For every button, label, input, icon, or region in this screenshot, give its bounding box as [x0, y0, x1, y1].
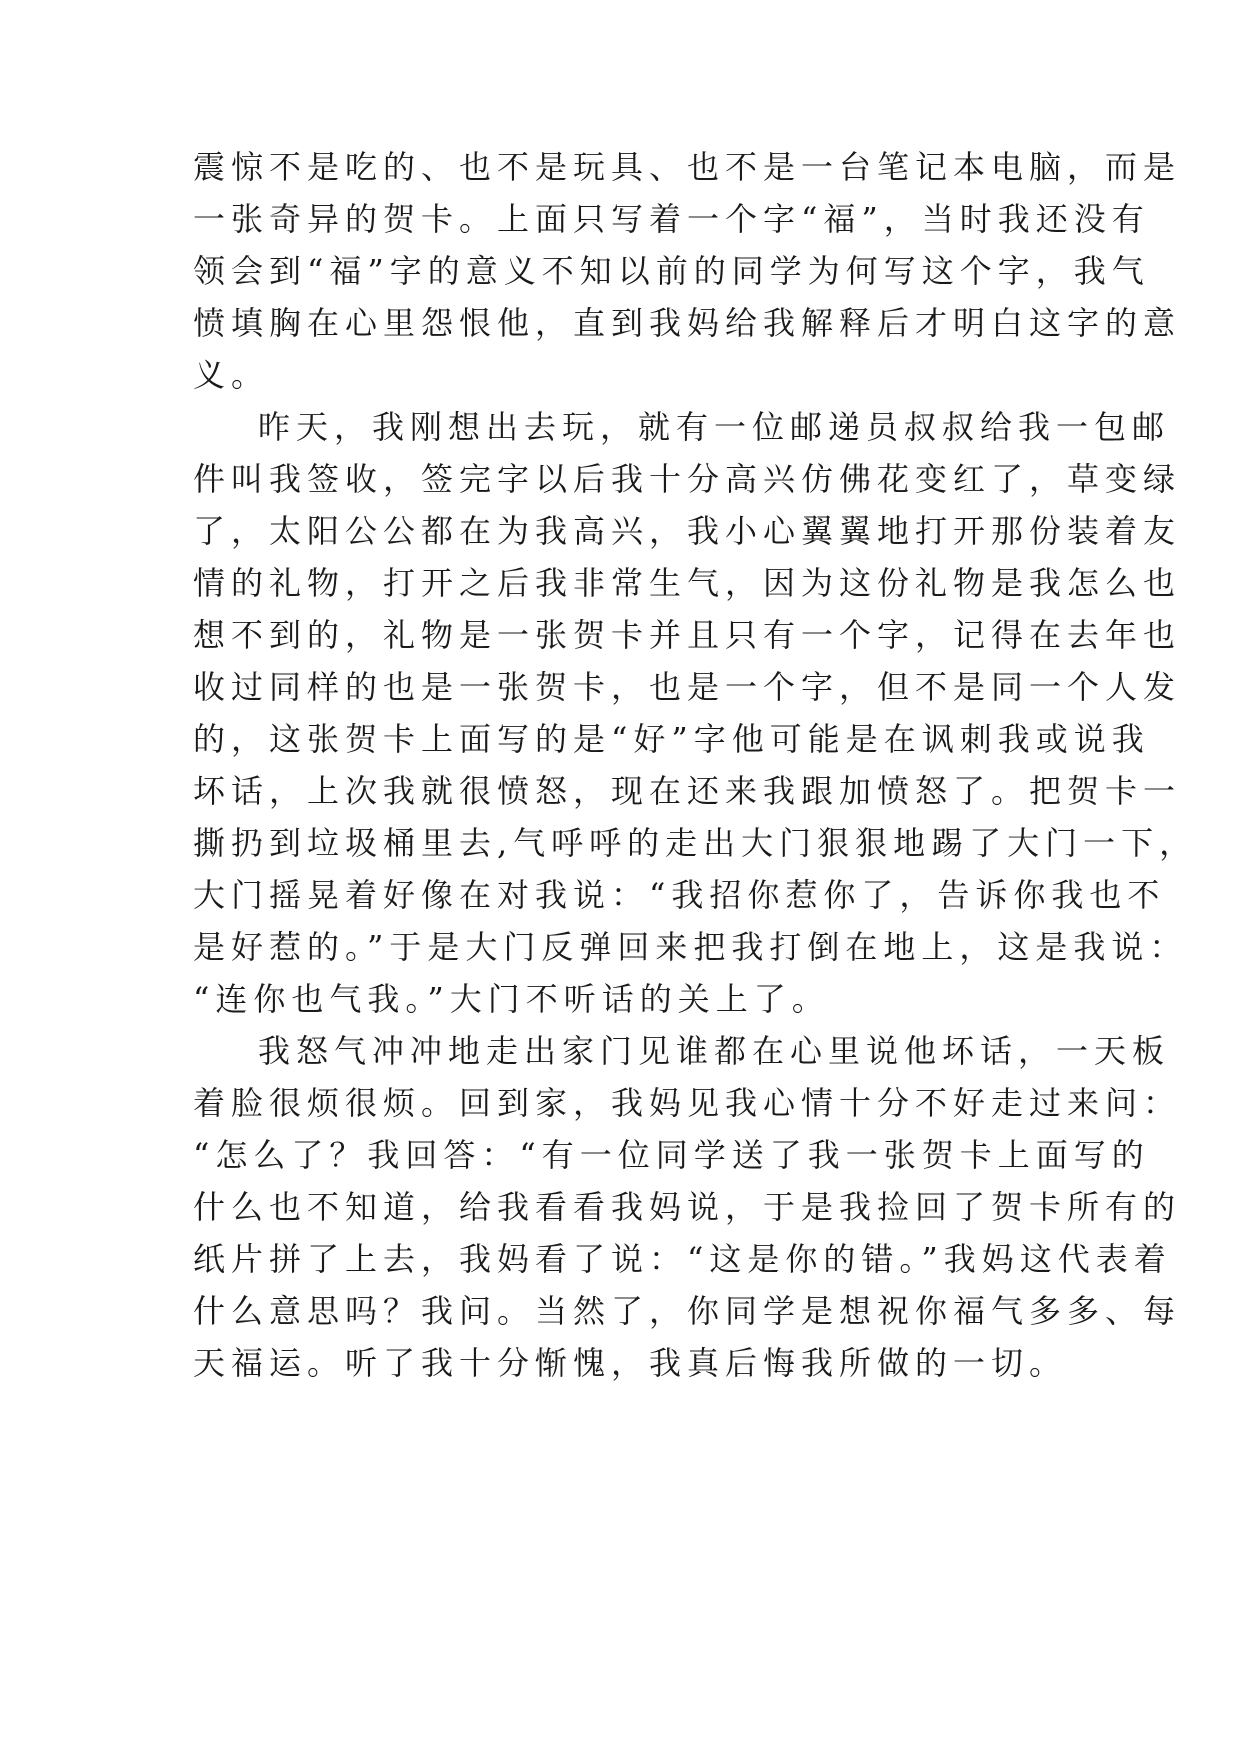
text-line: 大门摇晃着好像在对我说：“我招你惹你了，告诉你我也不 [193, 876, 1166, 914]
text-line: 纸片拼了上去，我妈看了说：“这是你的错。”我妈这代表着 [193, 1240, 1172, 1278]
text-line: 震惊不是吃的、也不是玩具、也不是一台笔记本电脑，而是 [193, 148, 1182, 186]
text-line: 撕扔到垃圾桶里去,气呼呼的走出大门狠狠地踢了大门一下， [193, 824, 1198, 862]
text-line: 着脸很烦很烦。回到家，我妈见我心情十分不好走过来问： [193, 1084, 1182, 1122]
text-line: 收过同样的也是一张贺卡，也是一个字，但不是同一个人发 [193, 668, 1182, 706]
text-line: 情的礼物，打开之后我非常生气，因为这份礼物是我怎么也 [193, 564, 1182, 602]
text-line: 领会到“福”字的意义不知以前的同学为何写这个字，我气 [193, 252, 1150, 290]
text-line: 的，这张贺卡上面写的是“好”字他可能是在讽刺我或说我 [193, 720, 1150, 758]
text-line: 什么意思吗？我问。当然了，你同学是想祝你福气多多、每 [193, 1292, 1182, 1330]
text-line: 坏话，上次我就很愤怒，现在还来我跟加愤怒了。把贺卡一 [193, 772, 1182, 810]
text-line: 了，太阳公公都在为我高兴，我小心翼翼地打开那份装着友 [193, 512, 1182, 550]
text-line: 愤填胸在心里怨恨他，直到我妈给我解释后才明白这字的意 [193, 304, 1182, 342]
text-line: “怎么了？我回答：“有一位同学送了我一张贺卡上面写的 [193, 1136, 1150, 1174]
text-line: 是好惹的。”于是大门反弹回来把我打倒在地上，这是我说： [193, 928, 1188, 966]
paragraph-first-line: 昨天，我刚想出去玩，就有一位邮递员叔叔给我一包邮 [258, 408, 1171, 446]
text-line: 件叫我签收，签完字以后我十分高兴仿佛花变红了，草变绿 [193, 460, 1182, 498]
text-line: “连你也气我。”大门不听话的关上了。 [193, 980, 830, 1018]
text-line: 想不到的，礼物是一张贺卡并且只有一个字，记得在去年也 [193, 616, 1182, 654]
text-line: 什么也不知道，给我看看我妈说，于是我捡回了贺卡所有的 [193, 1188, 1182, 1226]
text-line: 天福运。听了我十分惭愧，我真后悔我所做的一切。 [193, 1344, 1068, 1382]
text-line: 一张奇异的贺卡。上面只写着一个字“福”，当时我还没有 [193, 200, 1150, 238]
text-line: 义。 [193, 356, 270, 394]
paragraph-first-line: 我怒气冲冲地走出家门见谁都在心里说他坏话，一天板 [258, 1032, 1171, 1070]
